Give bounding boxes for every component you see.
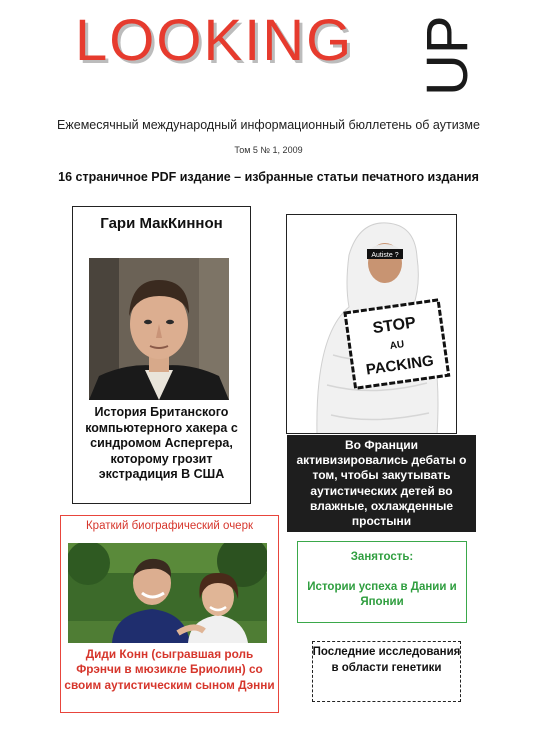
- article-title-hacker: Гари МакКиннон: [100, 215, 223, 232]
- edition-headline: 16 страничное PDF издание – избранные статьи печатного издания: [58, 170, 479, 184]
- article-caption-genetics: Последние исследования в области генетики: [312, 646, 461, 674]
- photo-gary-mckinnon: [89, 258, 229, 400]
- bio-section-label: Краткий биографический очерк: [85, 520, 254, 532]
- illustration-wrapped-figure: [287, 215, 457, 434]
- photo-didi-conn-and-son: [68, 543, 267, 643]
- newsletter-tagline: Ежемесячный международный информационный бюллетень об аутизме: [57, 118, 480, 132]
- logo-up: UP: [415, 15, 480, 96]
- logo-looking: LOOKING: [75, 8, 354, 73]
- mask-label: Autiste ?: [371, 252, 399, 259]
- article-box-france[interactable]: [286, 214, 457, 434]
- article-caption-bio: Диди Конн (сыгравшая роль Фрэнчи в мюзикле Бриолин) со своим аутистическим сыном Дэнни: [64, 647, 275, 692]
- sign-line-3: PACKING: [364, 352, 435, 379]
- article-caption-france: Во Франции активизировались дебаты о том, чтобы закутывать аутистических детей во влажные, охлажденные простыни: [287, 435, 476, 532]
- sign-line-1: STOP: [371, 314, 417, 338]
- article-caption-employment: Истории успеха в Дании и Японии: [307, 581, 457, 609]
- article-title-employment: Занятость:: [350, 551, 414, 563]
- article-caption-hacker: История Британского компьютерного хакера с синдромом Аспергера, которому грозит экстрадиция В США: [85, 405, 238, 482]
- issue-number: Том 5 № 1, 2009: [234, 145, 303, 155]
- sign-line-2: AU: [389, 339, 405, 353]
